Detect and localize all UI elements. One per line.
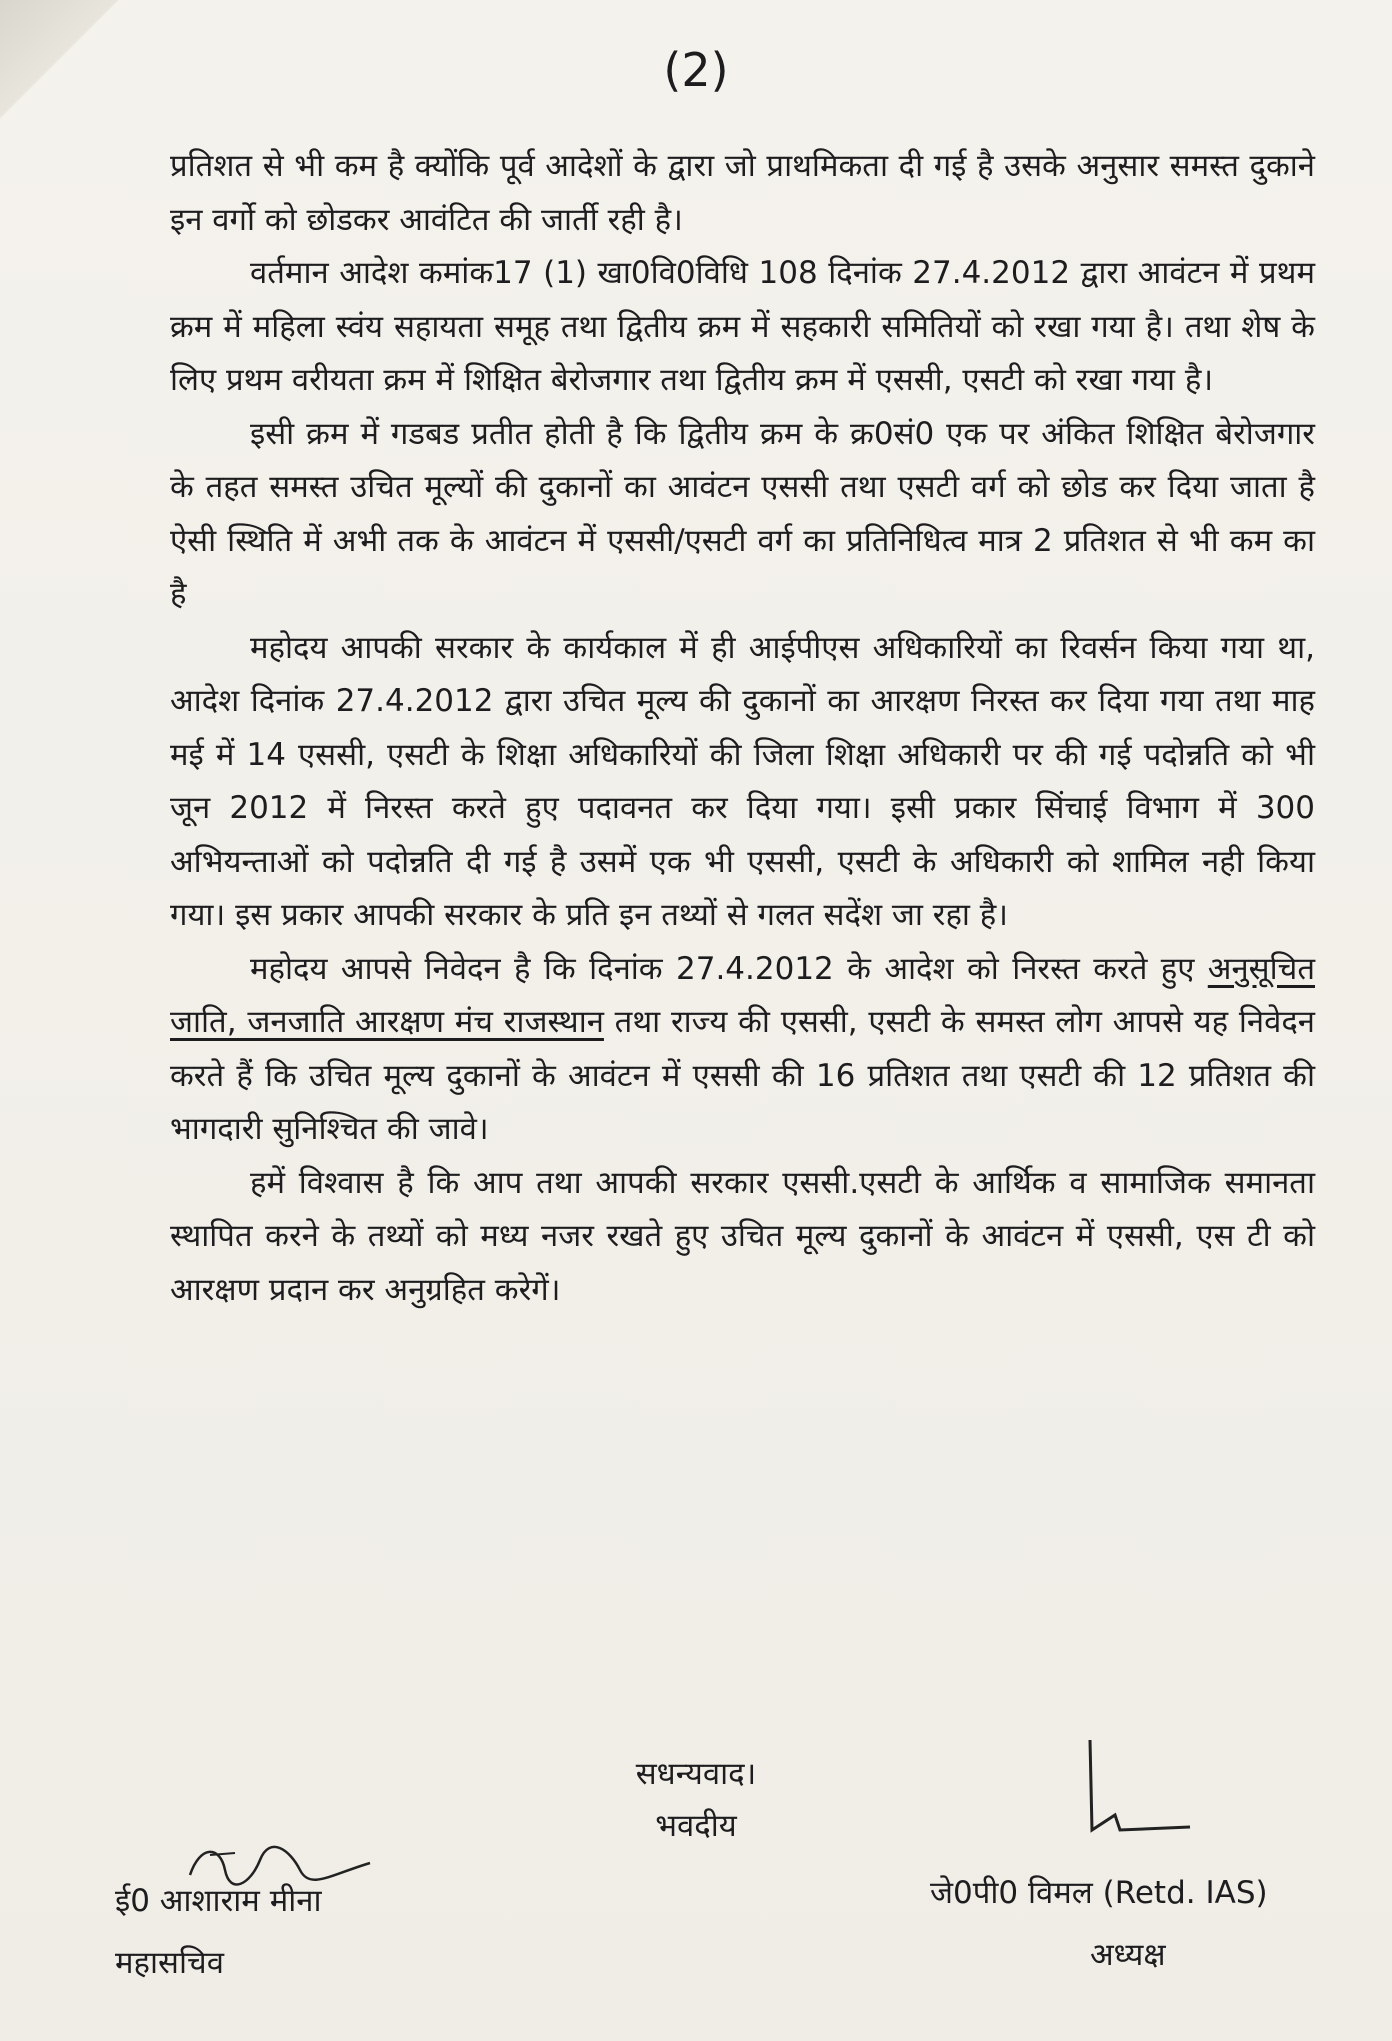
paragraph-final: हमें विश्वास है कि आप तथा आपकी सरकार एससी.एसटी के आर्थिक व सामाजिक समानता स्थापित करने के तथ्यों को मध्य नजर रखते हुए उचित मूल्य दुकानों के आवंटन में एससी, एस टी को आरक्षण प्रदान कर अनुग्रहित करेगें। xyxy=(170,1164,1315,1308)
letter-body xyxy=(170,140,1315,1317)
paragraph-2: वर्तमान आदेश कमांक17 (1) खा0वि0विधि 108 दिनांक 27.4.2012 द्वारा आवंटन में प्रथम क्रम में महिला स्वंय सहायता समूह तथा द्वितीय क्रम में सहकारी समितियों को रखा गया है। तथा शेष के लिए प्रथम वरीयता क्रम में शिक्षित बेरोजगार तथा द्वितीय क्रम में एससी, एसटी को रखा गया है। xyxy=(170,255,1315,398)
closing-yours: भवदीय xyxy=(655,1808,737,1844)
left-signatory xyxy=(115,1870,322,1994)
page-number: (2) xyxy=(663,43,729,97)
request-text-after: तथा राज्य की एससी, एसटी के समस्त लोग आपसे यह निवेदन करते हैं कि उचित मूल्य दुकानों के आवंटन में एससी की 16 प्रतिशत तथा एसटी की 12 प्रतिशत की भागदारी सुनिश्चित की जावे। xyxy=(170,1004,1315,1147)
right-signatory xyxy=(930,1862,1268,1986)
underlined-organization: अनुसूचित जाति, जनजाति आरक्षण मंच राजस्थान xyxy=(170,950,1315,1040)
paragraph-3: इसी क्रम में गडबड प्रतीत होती है कि द्वितीय क्रम के क्र0सं0 एक पर अंकित शिक्षित बेरोजगार के तहत समस्त उचित मूल्यों की दुकानों का आवंटन एससी तथा एसटी वर्ग को छोड कर दिया जाता है ऐसी स्थिति में अभी तक के आवंटन में एससी/एसटी वर्ग का प्रतिनिधित्व मात्र 2 प्रतिशत से भी कम का है xyxy=(170,415,1315,612)
right-signatory-name: जे0पी0 विमल (Retd. IAS) xyxy=(930,1875,1268,1911)
paragraph-1: प्रतिशत से भी कम है क्योंकि पूर्व आदेशों के द्वारा जो प्राथमिकता दी गई है उसके अनुसार समस्त दुकाने इन वर्गो को छोडकर आवंटित की जार्ती रही है। xyxy=(170,148,1315,238)
request-text-before: महोदय आपसे निवेदन है कि दिनांक 27.4.2012 के आदेश को निरस्त करते हुए xyxy=(250,950,1208,987)
closing-thanks: सधन्यवाद। xyxy=(635,1756,757,1792)
right-signature xyxy=(1070,1735,1200,1845)
right-signatory-title: अध्यक्ष xyxy=(1090,1937,1166,1973)
paragraph-request xyxy=(170,943,1315,1157)
paragraph-4: महोदय आपकी सरकार के कार्यकाल में ही आईपीएस अधिकारियों का रिवर्सन किया गया था, आदेश दिनांक 27.4.2012 द्वारा उचित मूल्य की दुकानों का आरक्षण निरस्त कर दिया गया तथा माह मई में 14 एससी, एसटी के शिक्षा अधिकारियों की जिला शिक्षा अधिकारी पर की गई पदोन्नति को भी जून 2012 में निरस्त करते हुए पदावनत कर दिया गया। इसी प्रकार सिंचाई विभाग में 300 अभियन्ताओं को पदोन्नति दी गई है उसमें एक भी एससी, एसटी के अधिकारी को शामिल नही किया गया। इस प्रकार आपकी सरकार के प्रति इन तथ्यों से गलत सदेंश जा रहा है। xyxy=(170,629,1315,933)
left-signatory-title: महासचिव xyxy=(115,1945,224,1981)
left-signatory-name: ई0 आशाराम मीना xyxy=(115,1883,322,1919)
